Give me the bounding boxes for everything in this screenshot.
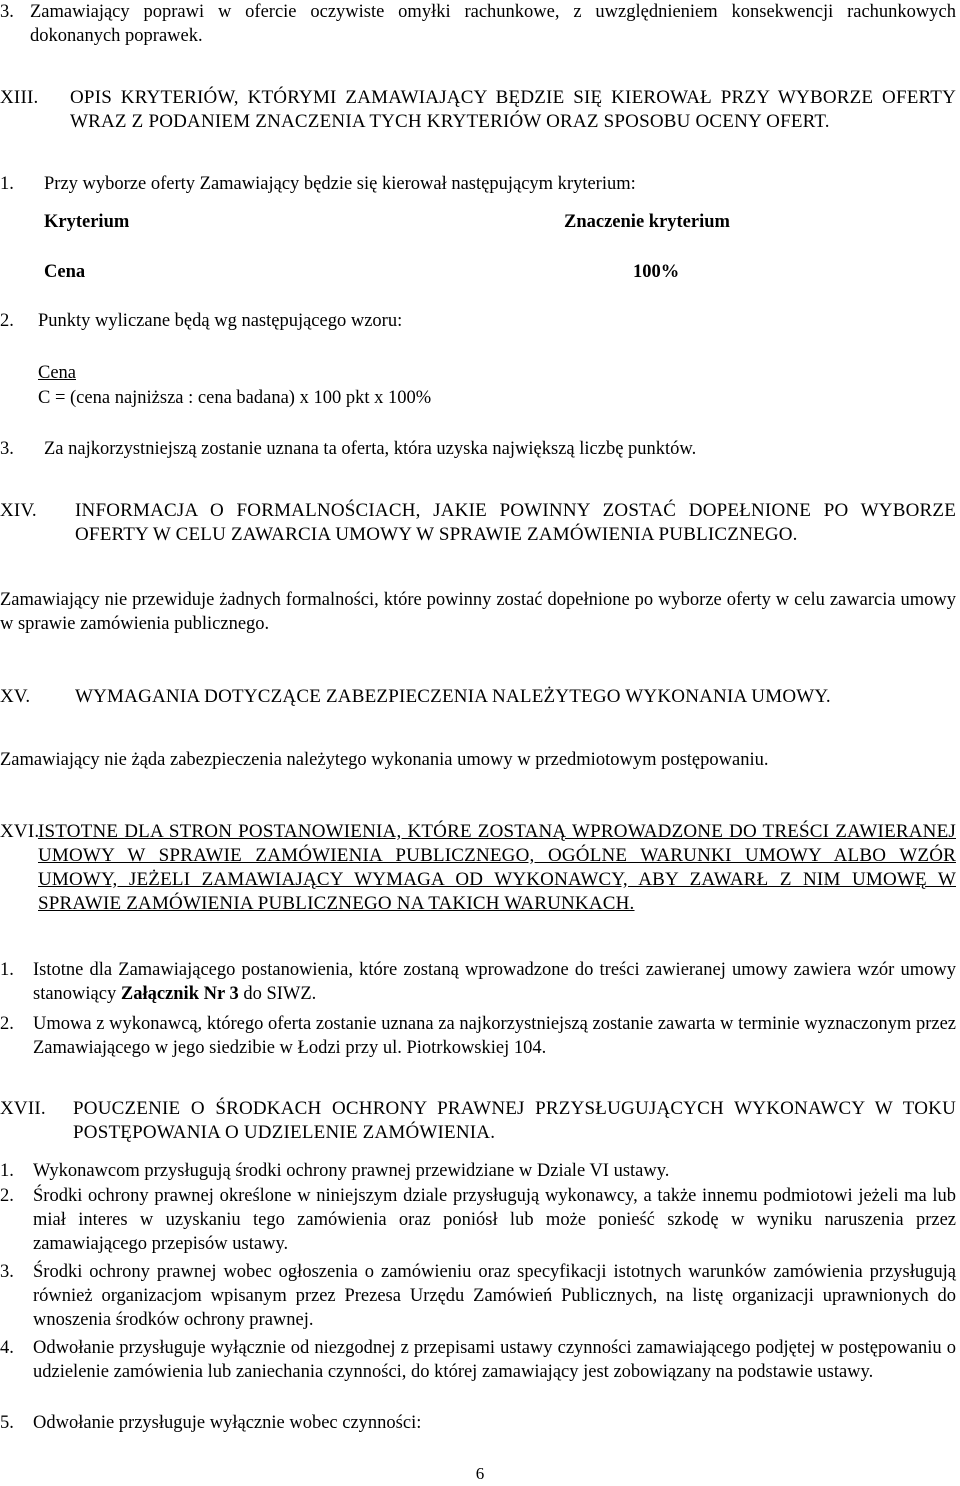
item-text xyxy=(33,958,956,1006)
formula-title: Cena xyxy=(38,363,77,383)
section-number: XVII. xyxy=(0,1098,46,1119)
list-item xyxy=(0,1336,956,1384)
item-text: Zamawiający poprawi w ofercie oczywiste omyłki rachunkowe, z uwzględnieniem konsekwencji rachunkowych dokonanych poprawek. xyxy=(30,2,956,46)
page-number: 6 xyxy=(475,1464,485,1483)
item-number: 2. xyxy=(0,1014,14,1034)
item-text-part: do SIWZ. xyxy=(238,984,317,1004)
item-number: 1. xyxy=(0,174,14,194)
list-item xyxy=(0,1260,956,1332)
section-number: XIV. xyxy=(0,500,37,521)
section-number: XVI. xyxy=(0,821,40,842)
item-text: Odwołanie przysługuje wyłącznie wobec czynności: xyxy=(33,1413,422,1433)
item-text: Umowa z wykonawcą, którego oferta zostanie uznana za najkorzystniejszą zostanie zawarta w terminie wyznaczonym przez Zamawiającego w jego siedzibie w Łodzi przy ul. Piotrkowskiej 104. xyxy=(33,1014,956,1058)
section-body: Zamawiający nie żąda zabezpieczenia należytego wykonania umowy w przedmiotowym postępowaniu. xyxy=(0,750,769,770)
section-body: Zamawiający nie przewiduje żadnych formalności, które powinny zostać dopełnione po wyborze oferty w celu zawarcia umowy w sprawie zamówienia publicznego. xyxy=(0,590,956,634)
item-text: Wykonawcom przysługują środki ochrony prawnej przewidziane w Dziale VI ustawy. xyxy=(33,1161,670,1181)
list-item xyxy=(0,0,956,48)
item-number: 3. xyxy=(0,1262,14,1282)
section-heading-xiii xyxy=(0,86,956,134)
section-title: ISTOTNE DLA STRON POSTANOWIENIA, KTÓRE ZOSTANĄ WPROWADZONE DO TREŚCI ZAWIERANEJ UMOWY W SPRAWIE ZAMÓWIENIA PUBLICZNEGO, OGÓLNE WARUNKI UMOWY ALBO WZÓR UMOWY, JEŻELI ZAMAWIAJĄCY WYMAGA OD WYKONAWCY, ABY ZAWARŁ Z NIM UMOWĘ W SPRAWIE ZAMÓWIENIA PUBLICZNEGO NA TAKICH WARUNKACH. xyxy=(38,821,956,914)
item-text: Odwołanie przysługuje wyłącznie od niezgodnej z przepisami ustawy czynności zamawiającego podjętej w postępowaniu o udzielenie zamówienia lub zaniechania czynności, do której zamawiający jest zobowiązany na podstawie ustawy. xyxy=(33,1338,956,1382)
list-item xyxy=(0,1411,956,1435)
table-cell-criterion: Cena xyxy=(44,262,86,282)
item-number: 1. xyxy=(0,1161,14,1181)
section-title: OPIS KRYTERIÓW, KTÓRYMI ZAMAWIAJĄCY BĘDZIE SIĘ KIEROWAŁ PRZY WYBORZE OFERTY WRAZ Z PODANIEM ZNACZENIA TYCH KRYTERIÓW ORAZ SPOSOBU OCENY OFERT. xyxy=(70,87,956,132)
table-header-weight: Znaczenie kryterium xyxy=(564,212,730,232)
item-number: 2. xyxy=(0,1186,14,1206)
section-heading-xiv xyxy=(0,499,956,547)
section-title: POUCZENIE O ŚRODKACH OCHRONY PRAWNEJ PRZYSŁUGUJĄCYCH WYKONAWCY W TOKU POSTĘPOWANIA O UDZIELENIE ZAMÓWIENIA. xyxy=(73,1098,956,1143)
section-number: XV. xyxy=(0,686,31,707)
table-header-criterion: Kryterium xyxy=(44,212,130,232)
item-number: 1. xyxy=(0,960,14,980)
list-item xyxy=(0,309,956,333)
item-text: Środki ochrony prawnej wobec ogłoszenia o zamówieniu oraz specyfikacji istotnych warunków zamówienia przysługują również organizacjom wpisanym przez Prezesa Urzędu Zamówień Publicznych, na listę organizacji uprawnionych do wnoszenia środków ochrony prawnej. xyxy=(33,1262,956,1330)
list-item xyxy=(0,958,956,1006)
section-heading-xvi xyxy=(0,820,956,916)
section-title: WYMAGANIA DOTYCZĄCE ZABEZPIECZENIA NALEŻYTEGO WYKONANIA UMOWY. xyxy=(75,686,831,707)
list-item xyxy=(0,1159,956,1183)
item-text: Środki ochrony prawnej określone w niniejszym dziale przysługują wykonawcy, a także innemu podmiotowi jeżeli ma lub miał interes w uzyskaniu tego zamówienia oraz poniósł lub może ponieść szkodę w wyniku naruszenia przez zamawiającego przepisów ustawy. xyxy=(33,1186,956,1254)
formula: C = (cena najniższa : cena badana) x 100 pkt x 100% xyxy=(38,388,432,408)
list-item xyxy=(0,1012,956,1060)
item-text: Przy wyborze oferty Zamawiający będzie się kierował następującym kryterium: xyxy=(44,174,636,194)
section-heading-xvii xyxy=(0,1097,956,1145)
section-number: XIII. xyxy=(0,87,39,108)
item-number: 3. xyxy=(0,439,14,459)
item-text-part: Istotne dla Zamawiającego postanowienia, które zostaną wprowadzone do treści zawieranej umowy zawiera wzór umowy stanowiący xyxy=(33,960,956,1004)
section-heading-xv xyxy=(0,685,956,709)
list-item xyxy=(0,1184,956,1256)
item-number: 2. xyxy=(0,311,14,331)
section-title: INFORMACJA O FORMALNOŚCIACH, JAKIE POWINNY ZOSTAĆ DOPEŁNIONE PO WYBORZE OFERTY W CELU ZAWARCIA UMOWY W SPRAWIE ZAMÓWIENIA PUBLICZNEGO. xyxy=(75,500,956,545)
attachment-reference: Załącznik Nr 3 xyxy=(120,984,239,1004)
list-item xyxy=(0,437,956,461)
item-number: 4. xyxy=(0,1338,14,1358)
list-item xyxy=(0,172,956,196)
item-text: Za najkorzystniejszą zostanie uznana ta oferta, która uzyska największą liczbę punktów. xyxy=(44,439,697,459)
item-text: Punkty wyliczane będą wg następującego wzoru: xyxy=(38,311,403,331)
table-cell-weight: 100% xyxy=(633,262,680,282)
item-number: 3. xyxy=(0,2,14,22)
item-number: 5. xyxy=(0,1413,14,1433)
